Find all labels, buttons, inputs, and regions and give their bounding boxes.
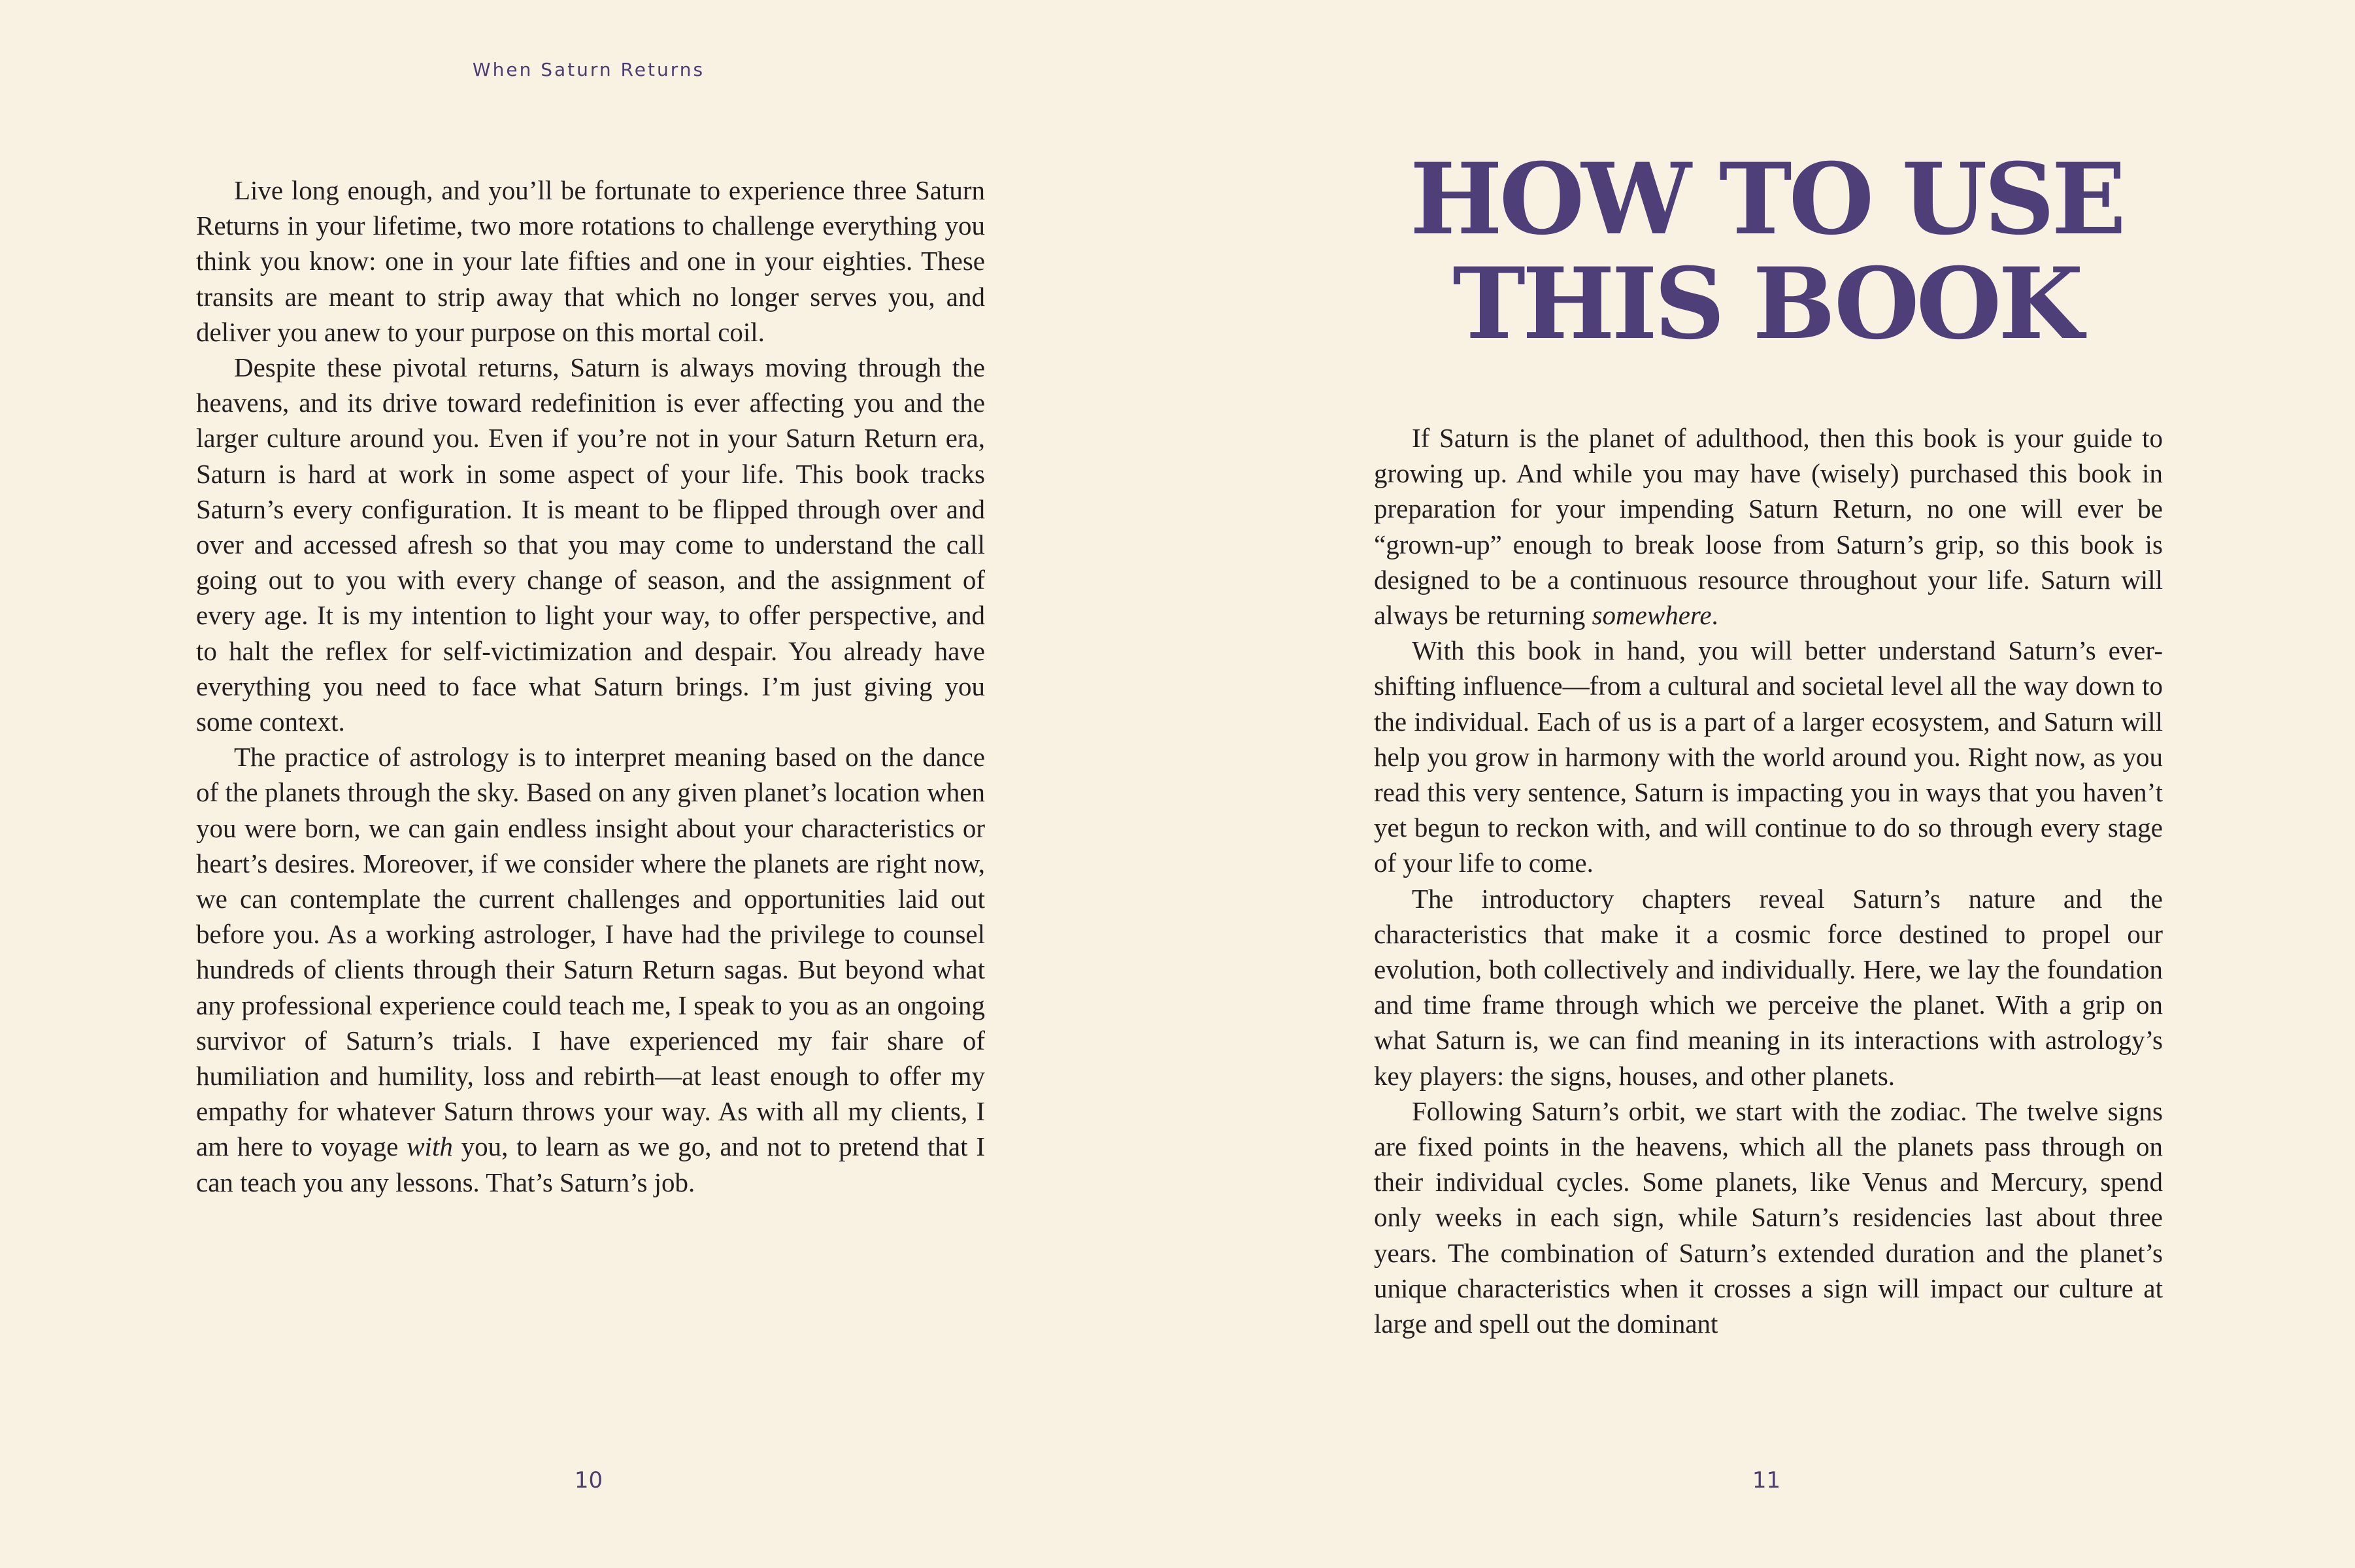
- chapter-title-line-2: THIS BOOK: [1452, 246, 2080, 361]
- text-run: Despite these pivotal returns, Saturn is always moving through the heavens, and its drive toward redefinition is ever affecting you and the larger culture around you. Even if you’re not in your Saturn Return era, Saturn is hard at work in some aspect of your life. This book tracks Saturn’s every configuration. It is meant to be flipped through over and over and accessed afresh so that you may come to understand the call going out to you with every change of season, and the assignment of every age. It is my intention to light your way, to offer perspective, and to halt the reflex for self-victimization and despair. You already have everything you need to face what Saturn brings. I’m just giving you some context.: [196, 352, 985, 737]
- italic-run: somewhere: [1592, 600, 1712, 631]
- left-paragraph-3: [196, 739, 985, 1200]
- page-number-right: 11: [1752, 1467, 1781, 1493]
- text-run: The practice of astrology is to interpret meaning based on the dance of the planets through the sky. Based on any given planet’s location when you were born, we can gain endless insight about your characteristics or heart’s desires. Moreover, if we consider where the planets are right now, we can contemplate the current challenges and opportunities laid out before you. As a working astrologer, I have had the privilege to counsel hundreds of clients through their Saturn Return sagas. But beyond what any professional experience could teach me, I speak to you as an ongoing survivor of Saturn’s trials. I have experienced my fair share of humiliation and humility, loss and rebirth—at least enough to offer my empathy for whatever Saturn throws your way. As with all my clients, I am here to voyage: [196, 742, 985, 1162]
- running-head: When Saturn Returns: [472, 59, 705, 80]
- italic-run: with: [407, 1131, 453, 1162]
- text-run: With this book in hand, you will better understand Saturn’s ever-shifting influence—from a cultural and societal level all the way down to the individual. Each of us is a part of a larger ecosystem, and Saturn will help you grow in harmony with the world around you. Right now, as you read this very sentence, Saturn is impacting you in ways that you haven’t yet begun to reckon with, and will continue to do so through every stage of your life to come.: [1374, 635, 2163, 878]
- text-run: The introductory chapters reveal Saturn’s nature and the characteristics that make it a cosmic force destined to propel our evolution, both collectively and individually. Here, we lay the foundation and time frame through which we perceive the planet. With a grip on what Saturn is, we can find meaning in its interactions with astrology’s key players: the signs, houses, and other planets.: [1374, 883, 2163, 1091]
- right-paragraph-3: [1374, 881, 2163, 1093]
- chapter-title: [1178, 142, 2355, 361]
- left-page: [0, 0, 1177, 1568]
- right-paragraph-4: [1374, 1093, 2163, 1341]
- page-number-left: 10: [574, 1467, 603, 1493]
- right-page: [1178, 0, 2355, 1568]
- text-run: .: [1711, 600, 1718, 631]
- text-run: you, to learn as we go, and not to pretend that I can teach you any lessons. That’s Saturn’s job.: [196, 1131, 985, 1197]
- left-body-text: [196, 173, 985, 1200]
- left-paragraph-2: [196, 350, 985, 739]
- text-run: Live long enough, and you’ll be fortunate to experience three Saturn Returns in your lifetime, two more rotations to challenge everything you think you know: one in your late fifties and one in your eighties. These transits are meant to strip away that which no longer serves you, and deliver you anew to your purpose on this mortal coil.: [196, 175, 985, 347]
- right-paragraph-1: [1374, 420, 2163, 633]
- right-paragraph-2: [1374, 633, 2163, 880]
- text-run: If Saturn is the planet of adulthood, then this book is your guide to growing up. And while you may have (wisely) purchased this book in preparation for your impending Saturn Return, no one will ever be “grown-up” enough to break loose from Saturn’s grip, so this book is designed to be a continuous resource throughout your life. Saturn will always be returning: [1374, 423, 2163, 631]
- left-paragraph-1: [196, 173, 985, 350]
- chapter-title-line-1: HOW TO USE: [1409, 142, 2124, 257]
- text-run: Following Saturn’s orbit, we start with the zodiac. The twelve signs are fixed points in the heavens, which all the planets pass through on their individual cycles. Some planets, like Venus and Mercury, spend only weeks in each sign, while Saturn’s residencies last about three years. The combination of Saturn’s extended duration and the planet’s unique characteristics when it crosses a sign will impact our culture at large and spell out the dominant: [1374, 1095, 2163, 1339]
- right-body-text: [1374, 420, 2163, 1341]
